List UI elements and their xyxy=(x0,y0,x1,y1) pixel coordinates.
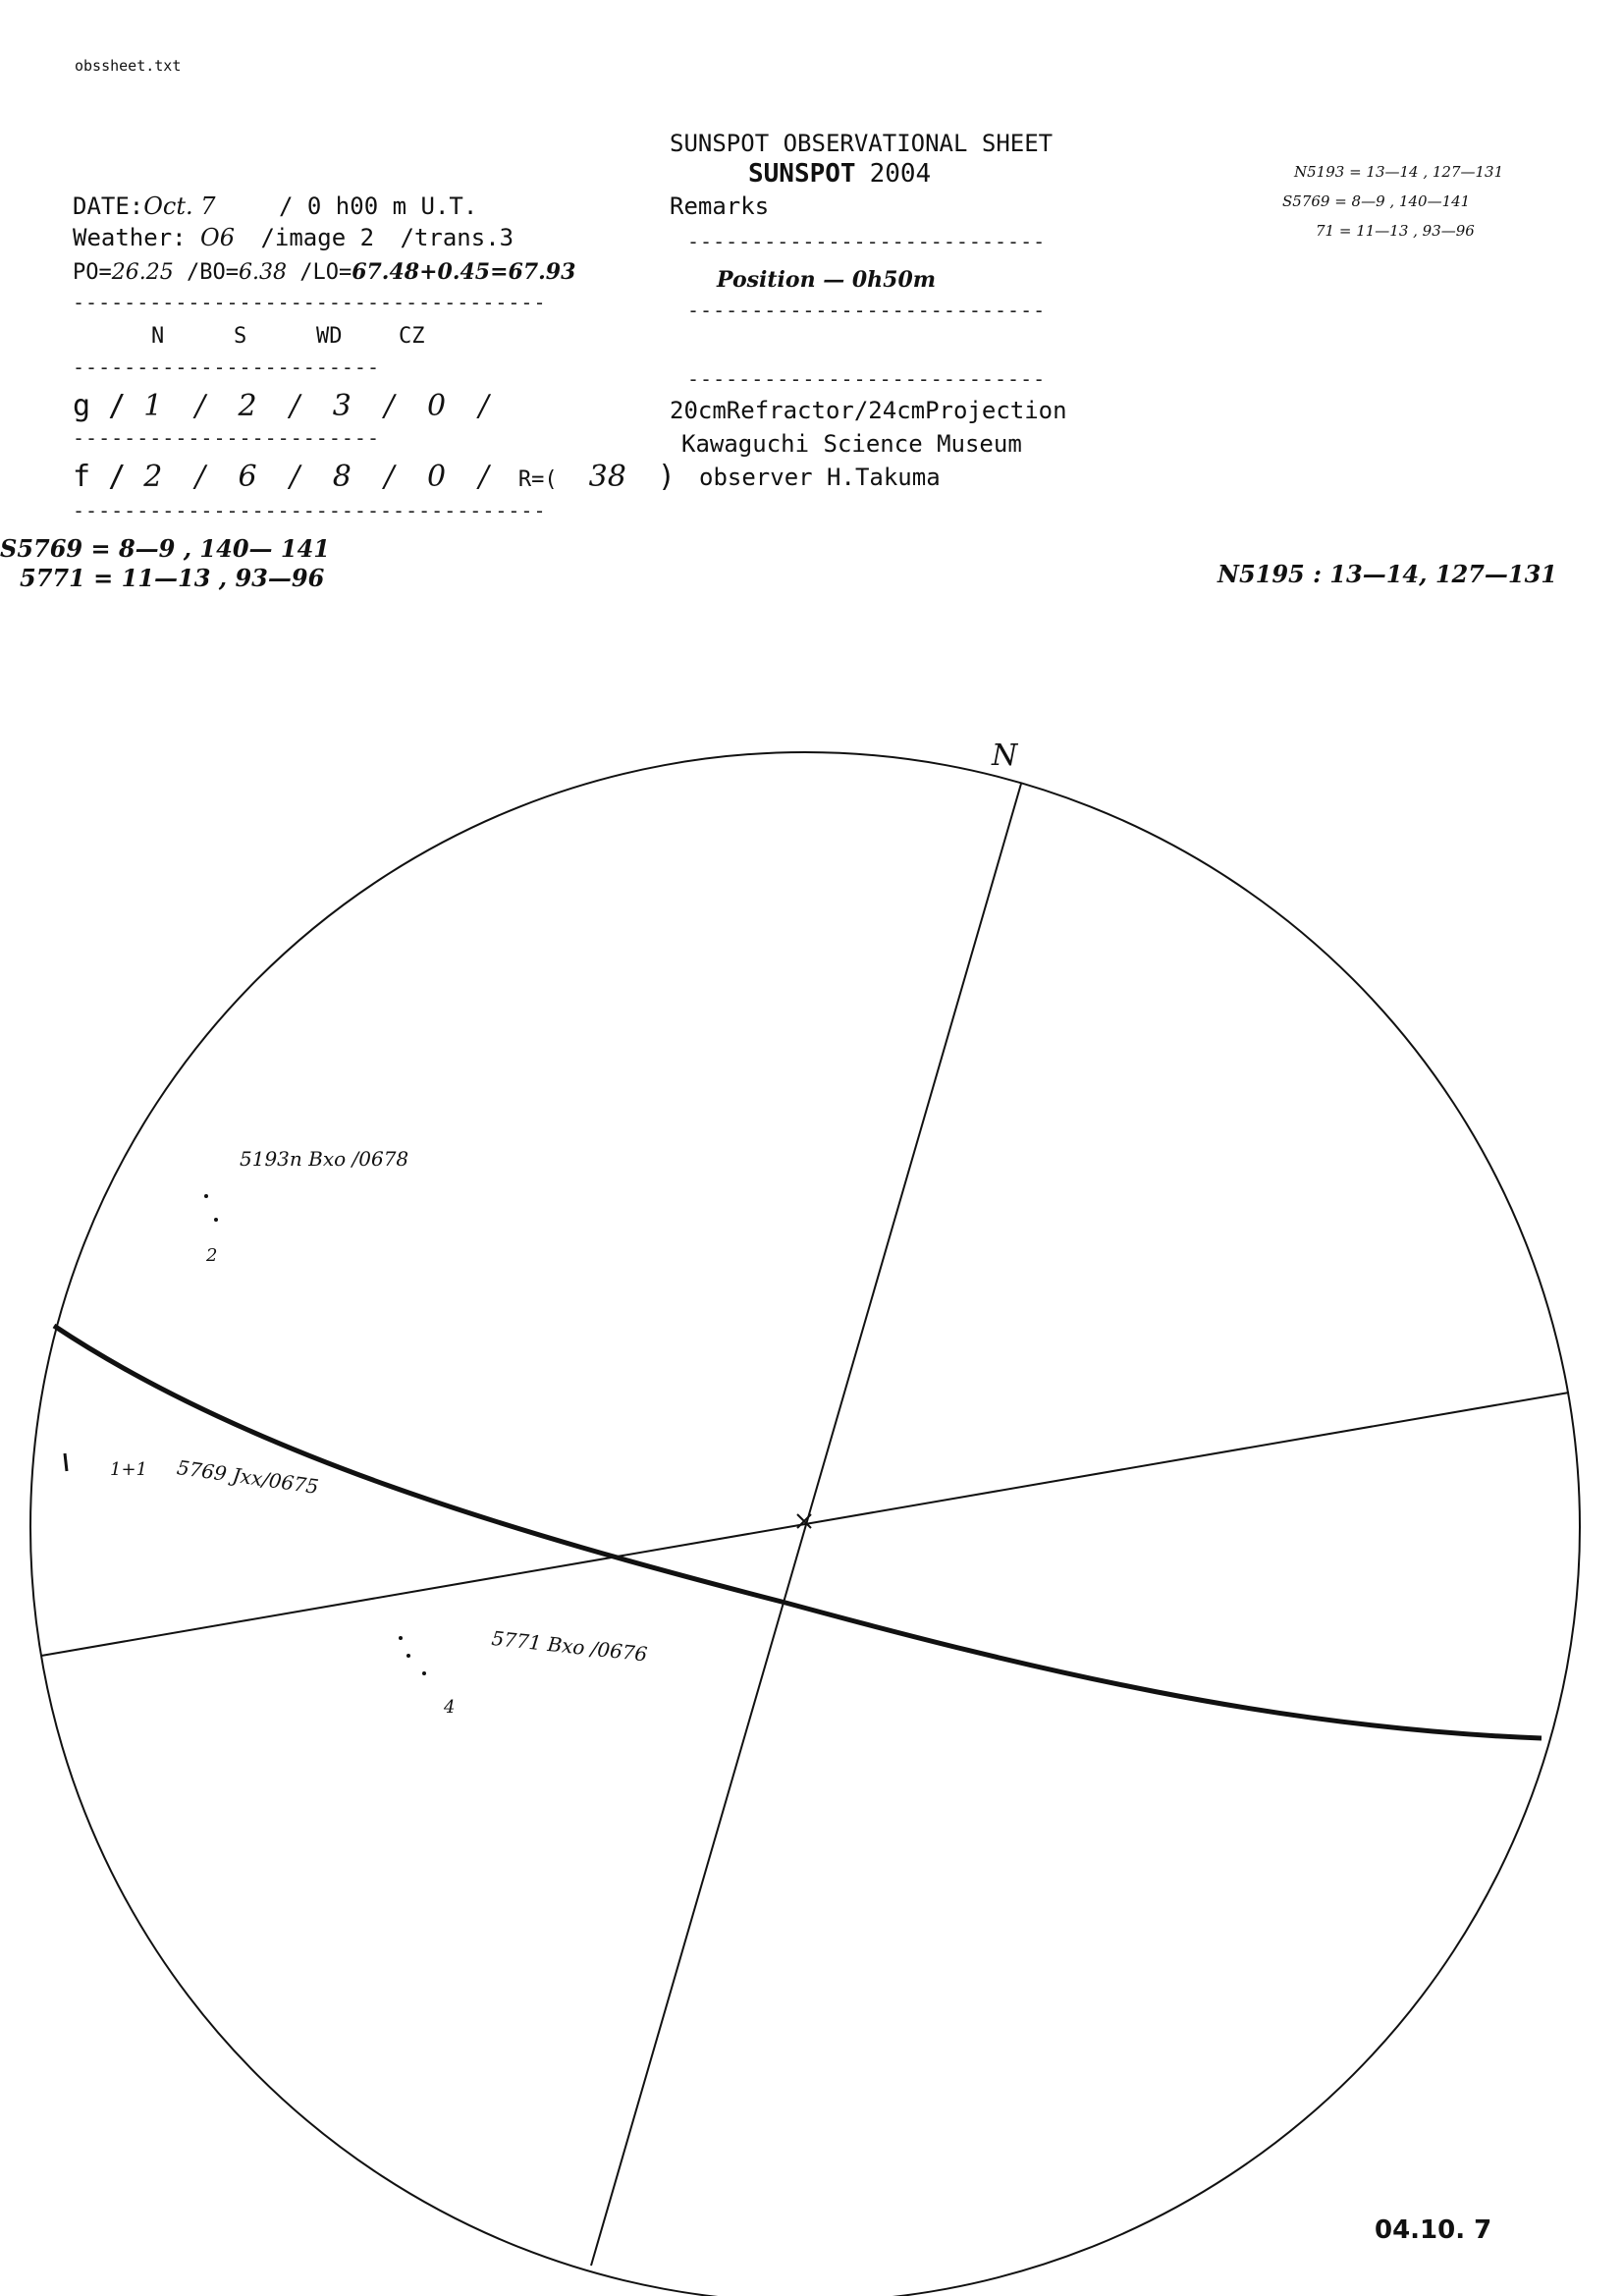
bo-label: /BO= xyxy=(186,260,239,285)
north-label: N xyxy=(992,738,1018,773)
r-label: R=( xyxy=(517,467,558,492)
note-right-mid: N5195 : 13—14, 127—131 xyxy=(1217,560,1558,588)
group3-count: 4 xyxy=(444,1697,456,1718)
lo-value: 67.48+0.45=67.93 xyxy=(352,259,576,285)
group3-label: 5771 Bxo /0676 xyxy=(490,1626,649,1667)
remarks-label: Remarks xyxy=(670,192,770,220)
sunspot xyxy=(65,1453,67,1471)
divider: ------------------------ xyxy=(73,355,380,379)
header-wd: WD xyxy=(316,324,343,349)
sunspot xyxy=(399,1636,403,1640)
heliographic-equator xyxy=(54,1326,1542,1738)
sunspot xyxy=(406,1654,410,1658)
group1-count: 2 xyxy=(206,1245,218,1266)
f-values: 2 / 6 / 8 / 0 / xyxy=(143,460,501,494)
divider: ---------------------------- xyxy=(687,299,1047,322)
instrument-line1: 20cmRefractor/24cmProjection xyxy=(670,397,1067,424)
note-left-1: S5769 = 8—9 , 140— 141 xyxy=(0,534,330,563)
g-label: g / xyxy=(73,389,127,423)
note-right-3: 71 = 11—13 , 93—96 xyxy=(1316,222,1475,240)
position-note: Position — 0h50m xyxy=(717,267,937,293)
g-values: 1 / 2 / 3 / 0 / xyxy=(143,389,501,423)
weather-label: Weather: xyxy=(73,224,187,251)
bo-value: 6.38 xyxy=(238,260,287,285)
r-value: 38 xyxy=(588,460,626,494)
trans-value: /trans.3 xyxy=(400,224,514,251)
f-label: f / xyxy=(73,460,127,494)
stamp-date: 04.10. 7 xyxy=(1375,2215,1492,2245)
divider: ---------------------------- xyxy=(687,367,1047,391)
lo-label: /LO= xyxy=(299,260,352,285)
equator-axis xyxy=(41,1393,1569,1656)
instrument-line2: Kawaguchi Science Museum xyxy=(681,430,1022,458)
sunspot xyxy=(204,1194,208,1198)
group1-label: 5193n Bxo /0678 xyxy=(240,1147,409,1171)
note-right-2: S5769 = 8—9 , 140—141 xyxy=(1282,192,1471,210)
sheet-subtitle-text: SUNSPOT xyxy=(748,159,856,189)
date-value: Oct. 7 xyxy=(143,192,216,220)
header-n: N xyxy=(151,324,165,349)
divider: ------------------------ xyxy=(73,426,380,450)
file-name: obssheet.txt xyxy=(75,57,182,75)
time-value: / 0 h00 m U.T. xyxy=(279,192,478,220)
group2-count: 1+1 xyxy=(110,1459,147,1480)
sheet-title: SUNSPOT OBSERVATIONAL SHEET xyxy=(670,130,1054,157)
group2-label: 5769 Jxx/0675 xyxy=(175,1455,321,1500)
weather-value: O6 xyxy=(200,224,235,251)
r-close: ) xyxy=(657,460,676,494)
image-value: /image 2 xyxy=(260,224,375,251)
observer-line: observer H.Takuma xyxy=(699,464,941,491)
sunspot xyxy=(214,1218,218,1222)
divider: ---------------------------- xyxy=(687,230,1047,253)
divider: ------------------------------------- xyxy=(73,291,547,314)
po-label: PO= xyxy=(73,260,112,285)
sheet-year: 2004 xyxy=(869,159,932,189)
date-label: DATE: xyxy=(73,192,144,220)
divider: ------------------------------------- xyxy=(73,499,547,522)
note-left-2: 5771 = 11—13 , 93—96 xyxy=(20,564,325,592)
sunspot xyxy=(422,1671,426,1675)
header-cz: CZ xyxy=(399,324,425,349)
po-value: 26.25 xyxy=(111,260,174,285)
note-right-1: N5193 = 13—14 , 127—131 xyxy=(1294,163,1504,181)
header-s: S xyxy=(234,324,247,349)
